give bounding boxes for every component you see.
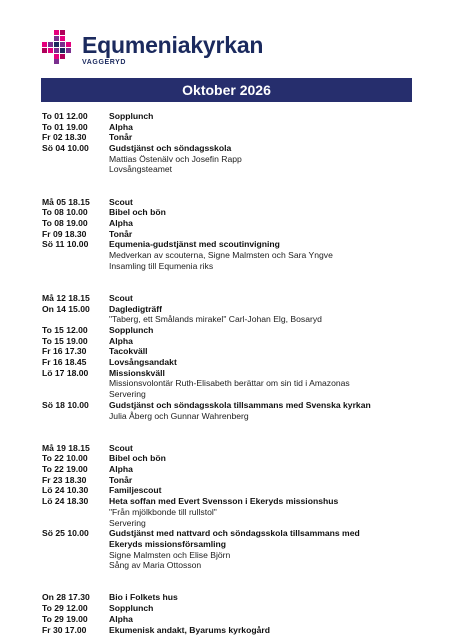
event-date: To 29 12.00 <box>42 603 88 614</box>
event-title: Gudstjänst med nattvard och söndagsskola tillsammans med <box>109 528 360 539</box>
event-row <box>42 346 412 357</box>
month-banner: Oktober 2026 <box>41 78 412 102</box>
event-date: Sö 04 10.00 <box>42 143 89 154</box>
event-row <box>42 229 412 240</box>
event-detail: Mattias Östenälv och Josefin Rapp <box>109 153 242 164</box>
event-row <box>42 132 412 143</box>
event-row <box>42 592 412 603</box>
event-title: Dagledigträff <box>109 303 162 314</box>
event-title: Familjescout <box>109 485 162 496</box>
event-row <box>42 464 412 475</box>
event-row <box>42 528 412 539</box>
event-detail: Signe Malmsten och Elise Björn <box>109 549 231 560</box>
event-date: Sö 18 10.00 <box>42 399 89 410</box>
event-date: Lö 24 18.30 <box>42 496 89 507</box>
event-title: Sopplunch <box>109 603 154 614</box>
event-title: Scout <box>109 292 133 303</box>
event-list <box>42 111 412 635</box>
event-group <box>42 111 412 175</box>
event-date: Fr 09 18.30 <box>42 228 87 239</box>
event-row <box>42 496 412 507</box>
event-detail: Insamling till Equmenia riks <box>109 260 214 271</box>
event-detail: Medverkan av scouterna, Signe Malmsten och Sara Yngve <box>109 250 333 261</box>
event-date: To 01 12.00 <box>42 111 88 121</box>
event-title: Tonår <box>109 474 133 485</box>
event-row <box>42 197 412 208</box>
event-row <box>42 143 412 154</box>
event-title: Lovsångsandakt <box>109 357 177 368</box>
event-detail: Lovsångsteamet <box>109 164 173 175</box>
event-row <box>42 122 412 133</box>
event-title: Missionskväll <box>109 367 165 378</box>
header <box>42 24 422 74</box>
event-title: Scout <box>109 442 133 453</box>
event-date <box>42 539 109 550</box>
event-title: Alpha <box>109 464 133 475</box>
event-group <box>42 197 412 272</box>
event-date: On 14 15.00 <box>42 303 90 314</box>
event-title: Alpha <box>109 121 133 132</box>
cross-mosaic-logo-icon <box>42 30 76 64</box>
event-date: Fr 16 18.45 <box>42 357 87 368</box>
event-row <box>42 239 412 250</box>
event-title: Scout <box>109 196 133 207</box>
event-date: To 15 12.00 <box>42 325 88 335</box>
event-row <box>42 111 412 122</box>
event-row <box>42 368 412 379</box>
event-title: Ekumenisk andakt, Byarums kyrkogård <box>109 624 270 635</box>
event-date: To 08 19.00 <box>42 218 88 228</box>
event-date: Må 12 18.15 <box>42 292 90 303</box>
event-detail: Servering <box>109 389 146 400</box>
event-row <box>42 625 412 636</box>
event-title: Bio i Folkets hus <box>109 592 178 603</box>
event-title: Gudstjänst och söndagsskola <box>109 143 232 154</box>
event-title: Ekeryds missionsförsamling <box>109 538 227 549</box>
event-title: Sopplunch <box>109 325 154 335</box>
event-detail: "Från mjölkbonde till rullstol" <box>109 506 217 517</box>
event-title: Equmenia-gudstjänst med scoutinvigning <box>109 239 280 250</box>
event-group <box>42 592 412 635</box>
event-row <box>42 614 412 625</box>
event-row <box>42 336 412 347</box>
event-detail: Sång av Maria Ottosson <box>109 560 202 571</box>
event-title: Alpha <box>109 613 133 624</box>
event-date: Sö 11 10.00 <box>42 239 89 250</box>
org-name: Equmeniakyrkan <box>82 32 264 58</box>
event-date: To 29 19.00 <box>42 613 88 624</box>
event-date: Fr 23 18.30 <box>42 474 87 485</box>
event-row <box>42 207 412 218</box>
event-date: Sö 25 10.00 <box>42 528 89 539</box>
event-title: Tonår <box>109 228 133 239</box>
event-row <box>42 293 412 304</box>
event-row <box>42 485 412 496</box>
event-date: Må 05 18.15 <box>42 196 90 207</box>
event-title: Bibel och bön <box>109 207 166 218</box>
event-title: Alpha <box>109 218 133 228</box>
event-row <box>42 443 412 454</box>
event-title: Tacokväll <box>109 346 148 357</box>
event-row <box>42 304 412 315</box>
event-date: Må 19 18.15 <box>42 442 90 453</box>
event-detail: "Taberg, ett Smålands mirakel" Carl-Johan Elg, Bosaryd <box>109 314 322 325</box>
event-title: Heta soffan med Evert Svensson i Ekeryds missionshus <box>109 496 339 507</box>
event-date: Fr 16 17.30 <box>42 346 87 357</box>
event-date: Fr 02 18.30 <box>42 132 87 143</box>
event-row <box>42 539 412 550</box>
event-date: On 28 17.30 <box>42 592 90 603</box>
event-detail: Julia Åberg och Gunnar Wahrenberg <box>109 410 249 421</box>
event-detail: Servering <box>109 517 146 528</box>
event-date: Lö 17 18.00 <box>42 367 89 378</box>
event-row <box>42 400 412 411</box>
event-date: To 22 19.00 <box>42 464 88 475</box>
event-date: To 22 10.00 <box>42 453 88 464</box>
event-title: Bibel och bön <box>109 453 166 464</box>
event-row <box>42 475 412 486</box>
event-title: Tonår <box>109 132 133 143</box>
group-spacer <box>42 271 412 293</box>
event-date: To 08 10.00 <box>42 207 88 218</box>
event-title: Sopplunch <box>109 111 154 121</box>
event-row <box>42 357 412 368</box>
event-row <box>42 325 412 336</box>
event-detail: Missionsvolontär Ruth-Elisabeth berättar om sin tid i Amazonas <box>109 378 350 389</box>
event-title: Gudstjänst och söndagsskola tillsammans med Svenska kyrkan <box>109 399 371 410</box>
event-date: Lö 24 10.30 <box>42 485 89 496</box>
event-group <box>42 443 412 571</box>
event-row <box>42 218 412 229</box>
group-spacer <box>42 421 412 443</box>
group-spacer <box>42 175 412 197</box>
event-group <box>42 293 412 421</box>
event-title: Alpha <box>109 335 133 346</box>
location-label: VAGGERYD <box>82 59 127 66</box>
group-spacer <box>42 571 412 593</box>
event-row <box>42 603 412 614</box>
event-date: To 01 19.00 <box>42 121 88 132</box>
event-date: To 15 19.00 <box>42 335 88 346</box>
event-date: Fr 30 17.00 <box>42 624 87 635</box>
event-row <box>42 453 412 464</box>
